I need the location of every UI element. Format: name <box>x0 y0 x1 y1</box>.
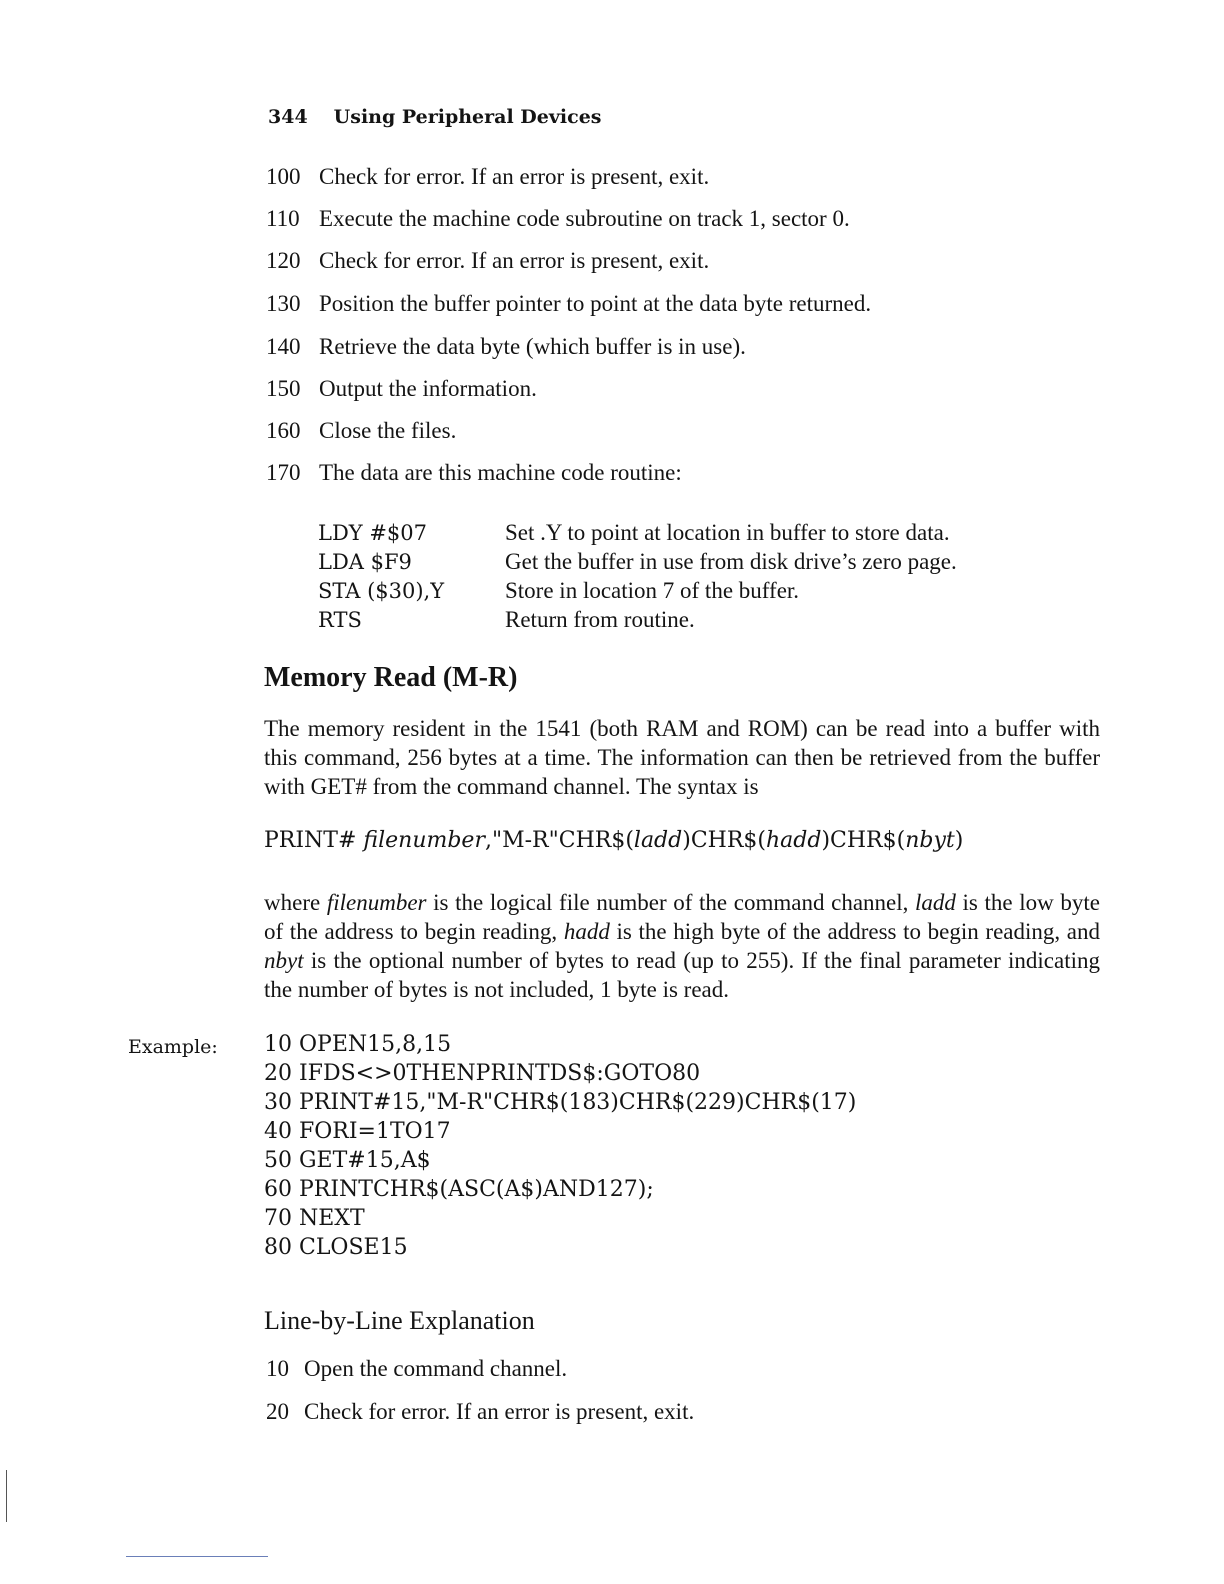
step-number: 170 <box>266 460 301 485</box>
syntax-part: )CHR$( <box>821 828 906 853</box>
where-paragraph <box>264 888 1100 1004</box>
step-item <box>266 460 682 486</box>
asm-description: Get the buffer in use from disk drive’s zero page. <box>505 549 957 574</box>
syntax-param-filenumber: filenumber <box>363 828 485 853</box>
step-text: Check for error. If an error is present, exit. <box>319 164 710 189</box>
asm-code: STA ($30),Y <box>318 579 445 603</box>
where-text: is the high byte of the address to begin reading, and <box>609 919 1100 944</box>
asm-description: Store in location 7 of the buffer. <box>505 578 800 603</box>
scan-edge-mark <box>6 1470 7 1522</box>
step-number: 100 <box>266 164 301 189</box>
where-text: is the optional number of bytes to read (up to 255). If the final parameter indicating the number of bytes is not included, 1 byte is read. <box>264 948 1100 1002</box>
example-label: Example: <box>128 1036 218 1058</box>
step-item <box>266 164 709 190</box>
listing-line: 50 GET#15,A$ <box>264 1148 431 1173</box>
listing-line: 20 IFDS<>0THENPRINTDS$:GOTO80 <box>264 1061 701 1086</box>
syntax-param-hadd: hadd <box>765 828 822 853</box>
step-number: 140 <box>266 334 301 359</box>
listing-line: 10 OPEN15,8,15 <box>264 1032 452 1057</box>
machine-code-listing <box>318 520 957 636</box>
section-heading: Memory Read (M-R) <box>264 662 518 693</box>
listing-line: 60 PRINTCHR$(ASC(A$)AND127); <box>264 1177 654 1202</box>
asm-code: RTS <box>318 608 362 632</box>
page-number: 344 <box>268 106 308 128</box>
asm-row <box>318 520 957 549</box>
syntax-part: )CHR$( <box>682 828 766 853</box>
syntax-param-ladd: ladd <box>633 828 683 853</box>
listing-line: 30 PRINT#15,"M-R"CHR$(183)CHR$(229)CHR$(17) <box>264 1090 857 1115</box>
listing-line: 70 NEXT <box>264 1206 365 1231</box>
step-text: Retrieve the data byte (which buffer is in use). <box>319 334 746 359</box>
asm-row <box>318 549 957 578</box>
step-item <box>266 248 709 274</box>
asm-row <box>318 607 957 636</box>
explanation-number: 10 <box>266 1356 289 1381</box>
listing-line: 80 CLOSE15 <box>264 1235 408 1260</box>
step-item <box>266 206 850 232</box>
step-item <box>266 418 456 444</box>
step-number: 160 <box>266 418 301 443</box>
where-text: is the logical file number of the command channel, <box>426 890 916 915</box>
explanation-text: Check for error. If an error is present, exit. <box>304 1399 695 1424</box>
step-item <box>266 334 746 360</box>
explanation-item <box>266 1399 694 1425</box>
step-text: Execute the machine code subroutine on track 1, sector 0. <box>319 206 850 231</box>
syntax-line <box>264 828 963 853</box>
running-header <box>268 106 601 128</box>
syntax-part: ) <box>954 828 964 853</box>
where-term: filenumber <box>326 890 427 915</box>
asm-code: LDY #$07 <box>318 521 427 545</box>
where-term: ladd <box>915 890 956 915</box>
where-term: hadd <box>563 919 610 944</box>
syntax-param-nbyt: nbyt <box>905 828 955 853</box>
step-text: Close the files. <box>319 418 457 443</box>
step-item <box>266 291 871 317</box>
basic-listing <box>264 1032 856 1264</box>
step-number: 120 <box>266 248 301 273</box>
asm-description: Return from routine. <box>505 607 695 632</box>
step-item <box>266 376 537 402</box>
explanation-text: Open the command channel. <box>304 1356 568 1381</box>
step-text: Position the buffer pointer to point at the data byte returned. <box>319 291 872 316</box>
syntax-part: PRINT# <box>264 828 364 853</box>
step-text: Check for error. If an error is present, exit. <box>319 248 710 273</box>
where-term: nbyt <box>264 948 304 973</box>
running-title: Using Peripheral Devices <box>333 106 602 128</box>
step-number: 150 <box>266 376 301 401</box>
explanation-number: 20 <box>266 1399 289 1424</box>
where-text: is the low byte of the address to begin reading, <box>264 890 1100 944</box>
listing-line: 40 FORI=1TO17 <box>264 1119 451 1144</box>
step-number: 130 <box>266 291 301 316</box>
explanation-heading: Line-by-Line Explanation <box>264 1306 535 1335</box>
step-text: Output the information. <box>319 376 537 401</box>
intro-paragraph: The memory resident in the 1541 (both RAM and ROM) can be read into a buffer with this command, 256 bytes at a time. The information can then be retrieved from the buffer with GET# from the command channel. The syntax is <box>264 716 1100 799</box>
footnote-rule <box>126 1556 268 1557</box>
asm-description: Set .Y to point at location in buffer to store data. <box>505 520 950 545</box>
where-text: where <box>264 890 327 915</box>
explanation-item <box>266 1356 567 1382</box>
step-text: The data are this machine code routine: <box>319 460 682 485</box>
step-number: 110 <box>266 206 300 231</box>
asm-code: LDA $F9 <box>318 550 412 574</box>
syntax-part: ,"M-R"CHR$( <box>484 828 634 853</box>
asm-row <box>318 578 957 607</box>
